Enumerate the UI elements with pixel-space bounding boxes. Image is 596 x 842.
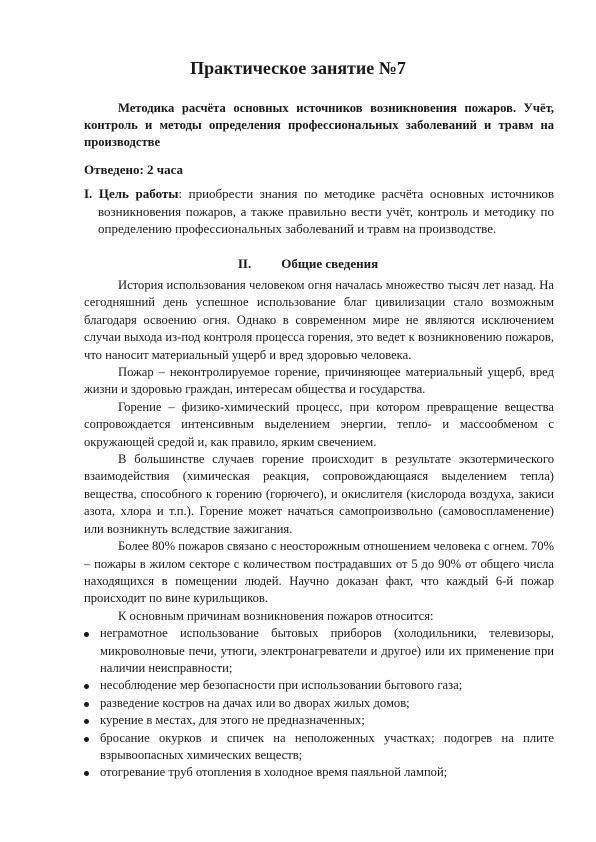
page-title: Практическое занятие №7 — [190, 58, 406, 78]
bullet-icon — [84, 684, 89, 689]
lesson-topic: Методика расчёта основных источников возникновения пожаров. Учёт, контроль и методы определения профессиональных заболеваний и травм на производстве — [84, 101, 554, 149]
paragraph: Горение – физико-химический процесс, при котором превращение вещества сопровождается интенсивным выделением энергии, тепло- и массообменом с окружающей средой и, как правило, ярким свечением. — [84, 399, 554, 449]
body-text — [84, 277, 554, 782]
assigned-time: Отведено: 2 часа — [84, 162, 184, 177]
list-item — [84, 764, 554, 781]
list-item-text: неграмотное использование бытовых приборов (холодильники, телевизоры, микроволновые печи, утюги, электронагреватели и другое) или их применение при наличии неисправности; — [100, 626, 554, 675]
paragraph: К основным причинам возникновения пожаров относится: — [118, 608, 434, 623]
paragraph: Более 80% пожаров связано с неосторожным отношением человека с огнем. 70% – пожары в жилом секторе с количеством пострадавших от 5 до 90% от общего числа находящихся в помещении людей. Научно доказан факт, что каждый 6-й пожар происходит по вине курильщиков. — [84, 539, 554, 606]
paragraph: Пожар – неконтролируемое горение, причиняющее материальный ущерб, вред жизни и здоровью граждан, интересам общества и государства. — [84, 365, 554, 397]
bullet-icon — [84, 632, 89, 637]
list-item-text: курение в местах, для этого не предназначенных; — [100, 713, 365, 728]
paragraph: История использования человеком огня началась множество тысяч лет назад. На сегодняшний день успешное использование благ цивилизации стало возможным благодаря освоению огня. Однако в современном мире не являются исключением случаи выхода из-под контроля процесса горения, это ведет к возникновению пожаров, что наносит материальный ущерб и вред здоровью человека. — [84, 278, 554, 362]
section-heading — [0, 256, 596, 272]
list-item — [84, 677, 554, 694]
list-item — [84, 730, 554, 765]
bullet-icon — [84, 737, 89, 742]
section-title: Общие сведения — [281, 256, 379, 271]
work-goal-text: : приобрести знания по методике расчёта основных источников возникновения пожаров, а также правильно вести учёт, контроль и методику по определению профессиональных заболеваний и травм на производстве. — [98, 186, 554, 237]
bullet-icon — [84, 702, 89, 707]
work-goal — [84, 185, 554, 238]
list-item-text: разведение костров на дачах или во дворах жилых домов; — [100, 695, 410, 710]
list-item — [84, 625, 554, 677]
list-item — [84, 712, 554, 729]
work-goal-label: I. Цель работы — [84, 186, 179, 201]
bullet-icon — [84, 719, 89, 724]
paragraph: В большинстве случаев горение происходит в результате экзотермического взаимодействия (химическая реакция, сопровождающаяся выделением тепла) вещества, способного к горению (горючего), и окислителя (кислорода воздуха, закиси азота, хлора и т.п.). Горение может начаться самопроизвольно (самовоспламенение) или возникнуть вследствие зажигания. — [84, 452, 554, 536]
list-item-text: несоблюдение мер безопасности при использовании бытового газа; — [100, 678, 463, 693]
list-item-text: бросание окурков и спичек на неположенных участках; подогрев на плите взрывоопасных химических веществ; — [100, 730, 554, 762]
list-item-text: отогревание труб отопления в холодное время паяльной лампой; — [100, 765, 448, 780]
bullet-icon — [84, 771, 89, 776]
section-number: II. — [237, 256, 252, 271]
causes-list — [84, 625, 554, 782]
list-item — [84, 695, 554, 712]
